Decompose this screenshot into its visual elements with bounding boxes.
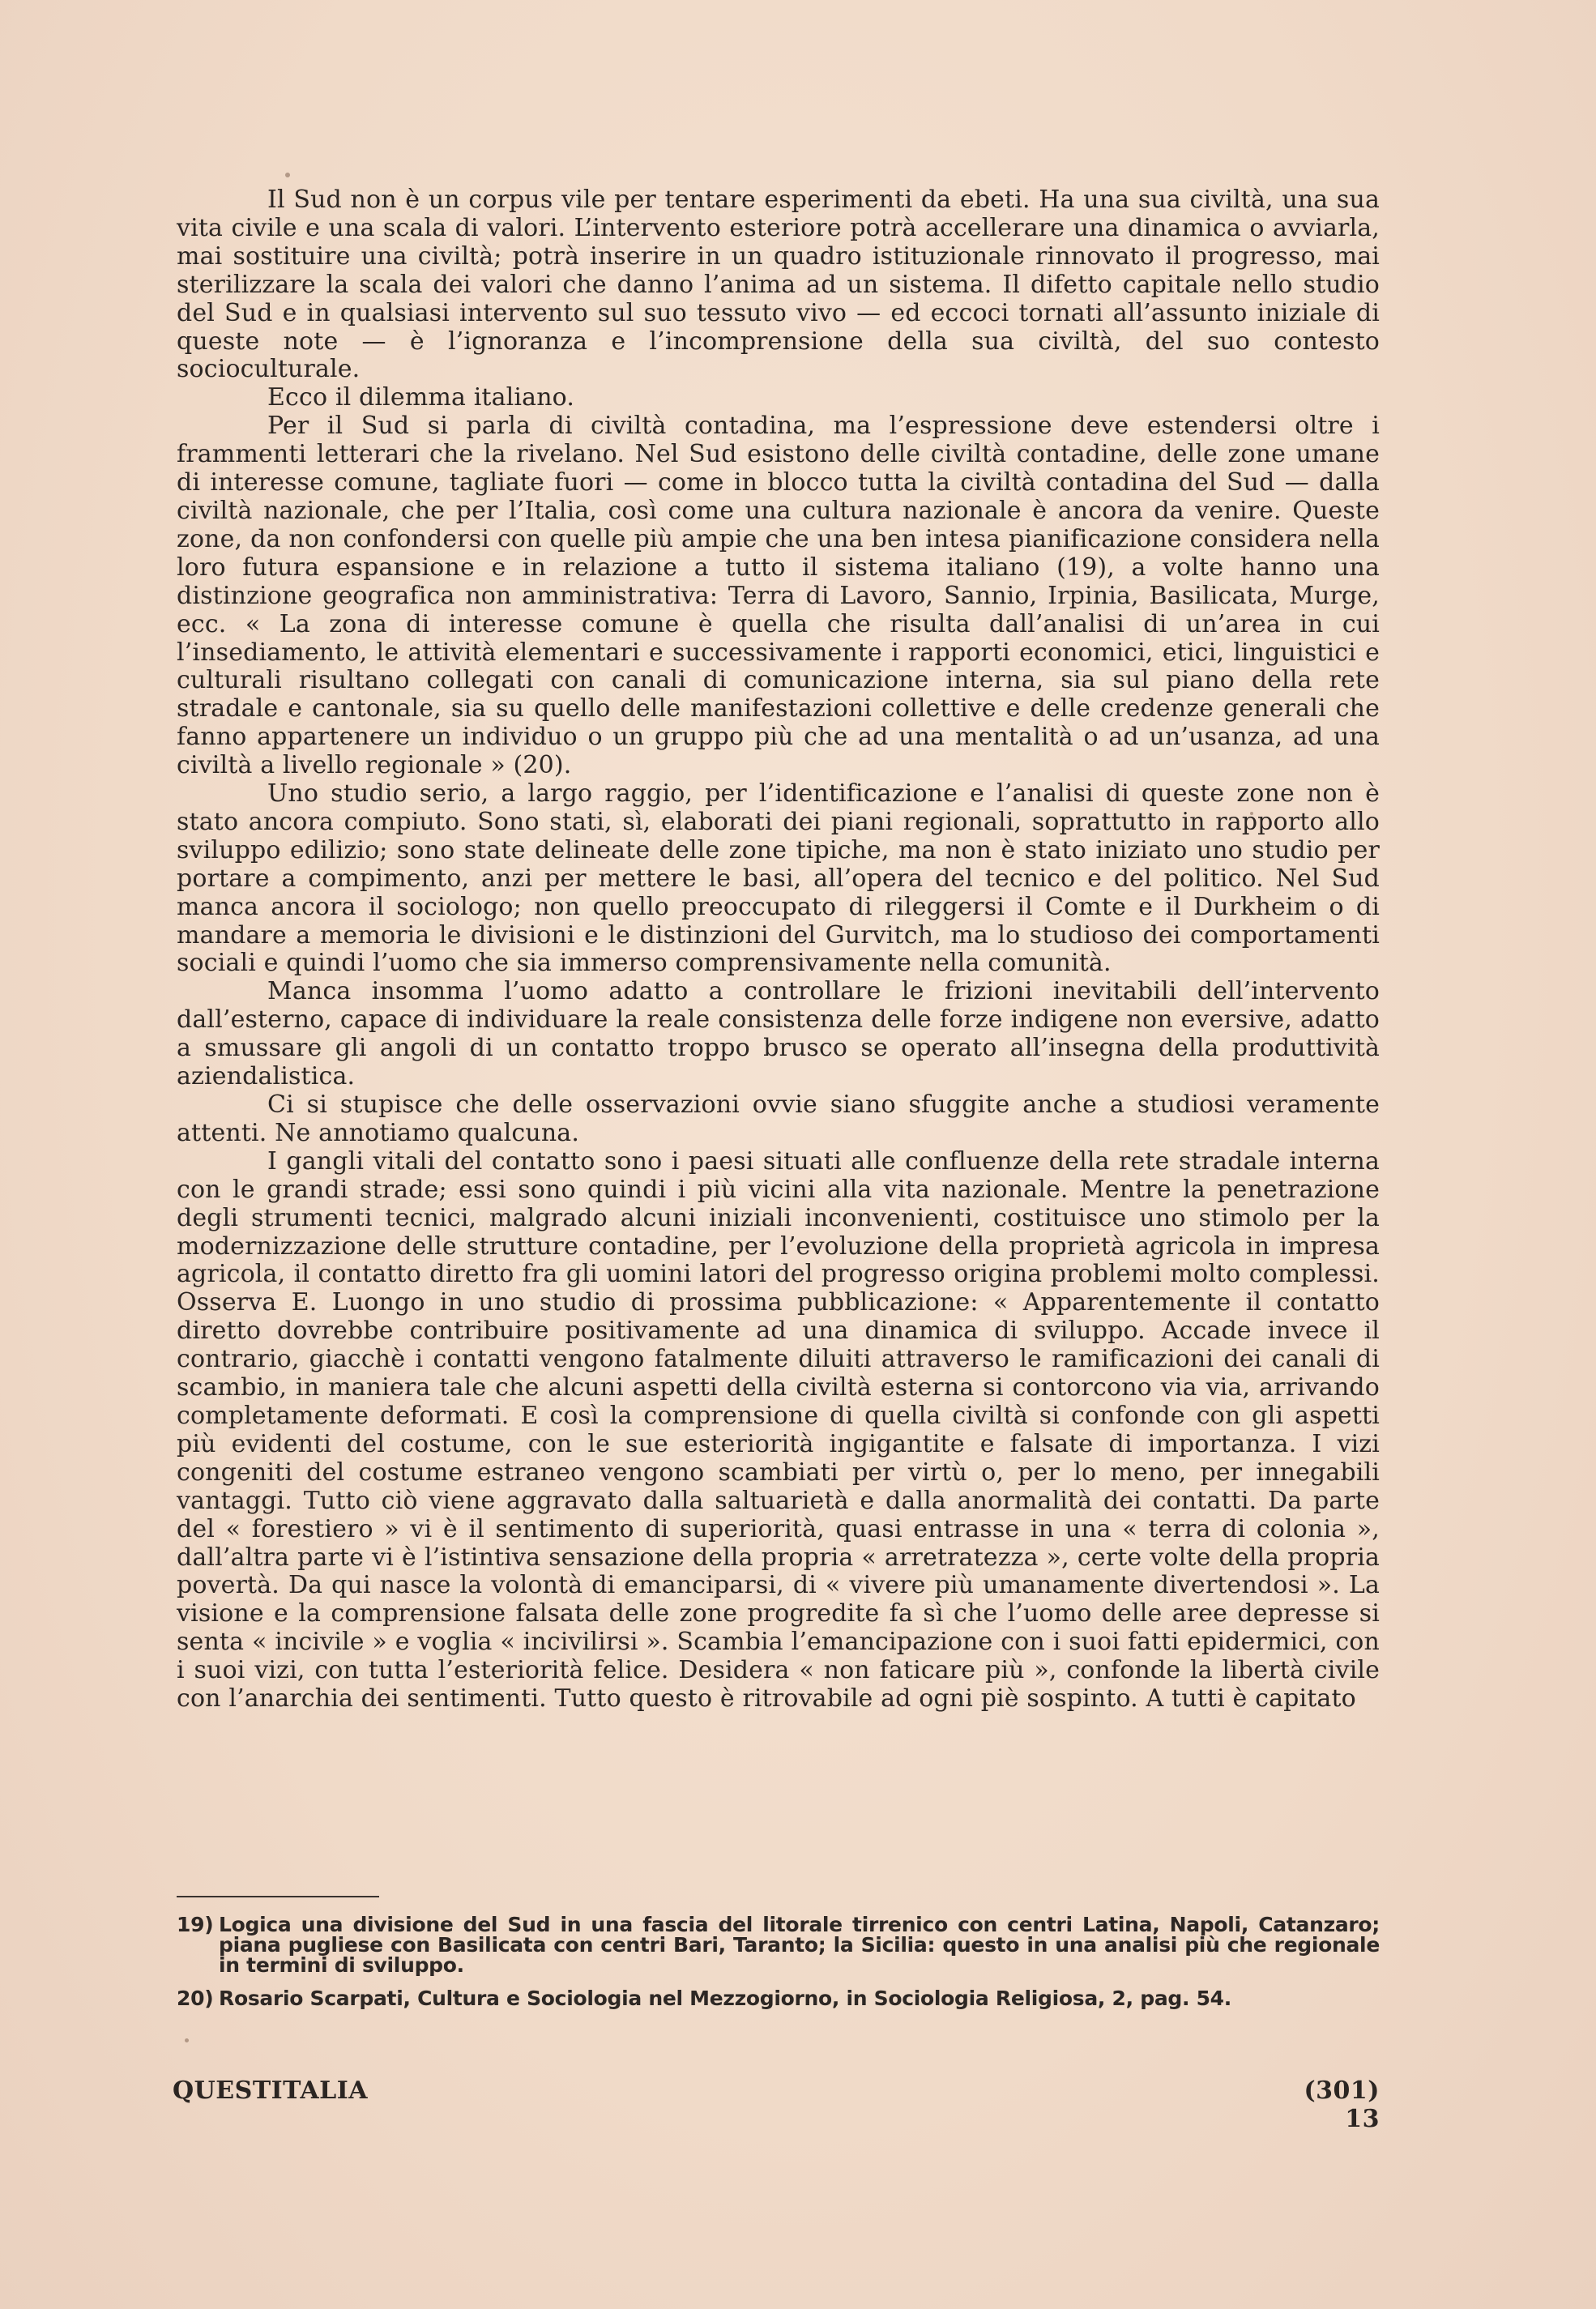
ink-speck	[185, 2038, 189, 2042]
paragraph: Manca insomma l’uomo adatto a controllare le frizioni inevitabili dell’intervento dall’esterno, capace di individuare la reale consistenza delle forze indigene non eversive, adatto a smussare gli angoli di un contatto troppo brusco se operato all’insegna della produttività aziendalistica.	[177, 977, 1380, 1091]
ink-speck	[285, 173, 290, 177]
footnote-text: Rosario Scarpati, Cultura e Sociologia nel Mezzogiorno, in Sociologia Religiosa, 2, pag. 54.	[219, 1987, 1231, 2010]
journal-name: QUESTITALIA	[173, 2076, 369, 2105]
paragraph: I gangli vitali del contatto sono i paesi situati alle confluenze della rete stradale interna con le grandi strade; essi sono quindi i più vicini alla vita nazionale. Mentre la penetrazione degli strumenti tecnici, malgrado alcuni iniziali inconvenienti, costituisce uno stimolo per la modernizzazione delle strutture contadine, per l’evoluzione della proprietà agricola in impresa agricola, il contatto diretto fra gli uomini latori del progresso origina problemi molto complessi. Osserva E. Luongo in uno studio di prossima pubblicazione: « Apparentemente il contatto diretto dovrebbe contribuire positivamente ad una dinamica di sviluppo. Accade invece il contrario, giacchè i contatti vengono fatalmente diluiti attraverso le ramificazioni dei canali di scambio, in maniera tale che alcuni aspetti della civiltà esterna si contorcono via via, arrivando completamente deformati. E così la comprensione di quella civiltà si confonde con gli aspetti più evidenti del costume, con le sue esteriorità ingigantite e falsate di importanza. I vizi congeniti del costume estraneo vengono scambiati per virtù o, per lo meno, per innegabili vantaggi. Tutto ciò viene aggravato dalla saltuarietà e dalla anormalità dei contatti. Da parte del « forestiero » vi è il sentimento di superiorità, quasi entrasse in una « terra di colonia », dall’altra parte vi è l’istintiva sensazione della propria « arretratezza », certe volte della propria povertà. Da qui nasce la volontà di emanciparsi, di « vivere più umanamente divertendosi ». La visione e la comprensione falsata delle zone progredite fa sì che l’uomo delle aree depresse si senta « incivile » e voglia « incivilirsi ». Scambia l’emancipazione con i suoi fatti epidermici, con i suoi vizi, con tutta l’esteriorità felice. Desidera « non faticare più », confonde la libertà civile con l’anarchia dei sentimenti. Tutto questo è ritrovabile ad ogni piè sospinto. A tutti è capitato	[177, 1146, 1380, 1714]
footnote-divider	[177, 1896, 379, 1897]
paragraph: Per il Sud si parla di civiltà contadina, ma l’espressione deve estendersi oltre i frammenti letterari che la rivelano. Nel Sud esistono delle civiltà contadine, delle zone umane di interesse comune, tagliate fuori — come in blocco tutta la civiltà contadina del Sud — dalla civiltà nazionale, che per l’Italia, così come una cultura nazionale è ancora da venire. Queste zone, da non confondersi con quelle più ampie che una ben intesa pianificazione considera nella loro futura espansione e in relazione a tutto il sistema italiano (19), a volte hanno una distinzione geografica non amministrativa: Terra di Lavoro, Sannio, Irpinia, Basilicata, Murge, ecc. « La zona di interesse comune è quella che risulta dall’analisi di un’area in cui l’insediamento, le attività elementari e successivamente i rapporti economici, etici, linguistici e culturali risultano collegati con canali di comunicazione interna, sia sul piano della rete stradale e cantonale, sia su quello delle manifestazioni collettive e delle credenze generali che fanno appartenere un individuo o un gruppo più che ad una mentalità o ad un’usanza, ad una civiltà a livello regionale » (20).	[177, 412, 1380, 780]
footnote-text: Logica una divisione del Sud in una fascia del litorale tirrenico con centri Latina, Napoli, Catanzaro; piana pugliese con Basilicata con centri Bari, Taranto; la Sicilia: questo in una analisi più che regionale in termini di sviluppo.	[219, 1913, 1380, 1977]
paragraph: Ci si stupisce che delle osservazioni ovvie siano sfuggite anche a studiosi veramente attenti. Ne annotiamo qualcuna.	[177, 1090, 1380, 1147]
paragraph: Il Sud non è un corpus vile per tentare esperimenti da ebeti. Ha una sua civiltà, una sua vita civile e una scala di valori. L’intervento esteriore potrà accellerare una dinamica o avviarla, mai sostituire una civiltà; potrà inserire in un quadro istituzionale rinnovato il progresso, mai sterilizzare la scala dei valori che danno l’anima ad un sistema. Il difetto capitale nello studio del Sud e in qualsiasi intervento sul suo tessuto vivo — ed eccoci tornati all’assunto iniziale di queste note — è l’ignoranza e l’incomprensione della sua civiltà, del suo contesto socioculturale.	[177, 186, 1380, 384]
body-text	[177, 186, 1380, 1714]
footnote-number: 19)	[177, 1913, 214, 1936]
footnote	[177, 1988, 1380, 2008]
paragraph: Uno studio serio, a largo raggio, per l’identificazione e l’analisi di queste zone non è stato ancora compiuto. Sono stati, sì, elaborati dei piani regionali, soprattutto in rapporto allo sviluppo edilizio; sono state delineate delle zone tipiche, ma non è stato iniziato uno studio per portare a compimento, anzi per mettere le basi, all’opera del tecnico e del politico. Nel Sud manca ancora il sociologo; non quello preoccupato di rileggersi il Comte e il Durkheim o di mandare a memoria le divisioni e le distinzioni del Gurvitch, ma lo studioso dei comportamenti sociali e quindi l’uomo che sia immerso comprensivamente nella comunità.	[177, 779, 1380, 978]
paragraph: Ecco il dilemma italiano.	[267, 383, 575, 412]
page-number: (301) 13	[1304, 2076, 1380, 2133]
footnotes	[177, 1914, 1380, 2021]
footnote	[177, 1914, 1380, 1975]
footnote-number: 20)	[177, 1987, 214, 2010]
